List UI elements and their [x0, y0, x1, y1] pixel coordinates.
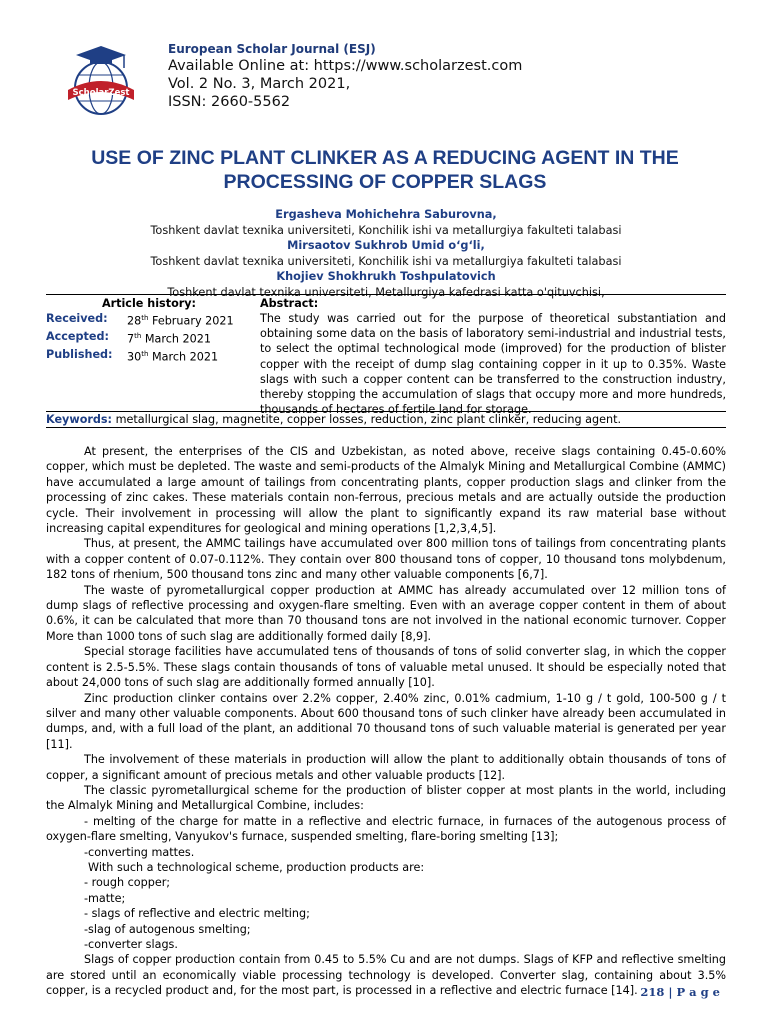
article-history-heading: Article history: [101, 297, 197, 310]
author-name: Ergasheva Mohichehra Saburovna, [275, 208, 497, 221]
body-text [46, 444, 726, 999]
author-name: Khojiev Shokhrukh Toshpulatovich [276, 270, 496, 283]
received-row [46, 311, 252, 329]
keywords-label: Keywords: [46, 413, 113, 426]
body-paragraph: With such a technological scheme, production products are: [88, 860, 425, 874]
body-paragraph: At present, the enterprises of the CIS and Uzbekistan, as noted above, receive slags containing 0.45-0.60% copper, which must be depleted. The waste and semi-products of the Almalyk Mining and Metallurgical Combine (AMMC) have accumulated a large amount of tailings from concentrating plants, copper production slags and clinker from the processing of zinc cakes. These materials contain non-ferrous, precious metals and are actually outside the production cycle. Their involvement in processing will allow the plant to significantly expand its raw material base without increasing capital expenditures for geological and mining operations [1,2,3,4,5]. [46, 445, 726, 536]
published-row [46, 347, 252, 365]
body-list-item: -converting mattes. [84, 845, 195, 859]
author-affiliation: Toshkent davlat texnika universiteti, Konchilik ishi va metallurgiya fakulteti talabasi [150, 223, 622, 237]
accepted-row [46, 329, 252, 347]
available-online: Available Online at: https://www.scholarzest.com [168, 58, 523, 74]
paper-title: USE OF ZINC PLANT CLINKER AS A REDUCING AGENT IN THE PROCESSING OF COPPER SLAGS [91, 147, 679, 193]
abstract-heading: Abstract: [260, 297, 319, 310]
body-list-item: -matte; [84, 891, 126, 905]
body-paragraph: Thus, at present, the AMMC tailings have accumulated over 800 million tons of tailings from concentrating plants with a copper content of 0.07-0.112%. They contain over 800 thousand tons of copper, 10 thousand tons molybdenum, 182 tons of rhenium, 500 thousand tons zinc and many other valuable components [6,7]. [46, 537, 726, 582]
keywords [46, 413, 726, 427]
received-date: 28th February 2021 [127, 314, 234, 328]
abstract [260, 296, 726, 417]
body-list-item: -converter slags. [84, 938, 178, 951]
published-label: Published: [46, 348, 113, 362]
keywords-rule [46, 411, 726, 412]
body-paragraph: Zinc production clinker contains over 2.2% copper, 2.40% zinc, 0.01% cadmium, 1-10 g / t gold, 100-500 g / t silver and many other valuable components. About 600 thousand tons of such clinker have already been accumulated in dumps, and, with a full load of the plant, an additional 70 thousand tons of such valuable material is generated per year [11]. [46, 691, 726, 751]
body-paragraph: The involvement of these materials in production will allow the plant to additionally obtain thousands of tons of copper, a significant amount of precious metals and other valuable products [12]. [46, 753, 726, 782]
article-history [46, 296, 252, 365]
logo-text: ScholarZest [72, 88, 130, 98]
issn-line: ISSN: 2660-5562 [168, 94, 291, 110]
abstract-text: The study was carried out for the purpose of theoretical substantiation and obtaining some data on the basis of laboratory semi-industrial and industrial tests, to select the optimal technological mode (improved) for the production of blister copper with the receipt of dump slag containing copper in it up to 0.35%. Waste slags with such a copper content can be transferred to the construction industry, thereby stopping the accumulation of slags that occupy more and more hundreds, thousands of hectares of fertile land for storage. [260, 312, 726, 417]
body-paragraph: The waste of pyrometallurgical copper production at AMMC has already accumulated over 12 million tons of dump slags of reflective processing and oxygen-flare smelting. Even with an average copper content in them of about 0.6%, it can be calculated that more than 70 thousand tons are not involved in the national economic turnover. Copper More than 1000 tons of such slag are additionally formed daily [8,9]. [46, 583, 726, 643]
keywords-text: metallurgical slag, magnetite, copper losses, reduction, zinc plant clinker, reducing agent. [112, 413, 622, 426]
volume-line: Vol. 2 No. 3, March 2021, [168, 76, 351, 92]
scholarzest-logo [60, 42, 142, 120]
body-paragraph: Special storage facilities have accumulated tens of thousands of tons of solid converter slag, in which the copper content is 2.5-5.5%. These slags contain thousands of tons of valuable metal unused. It should be especially noted that about 24,000 tons of such slag are additionally formed annually [10]. [46, 645, 726, 690]
accepted-date: 7th March 2021 [127, 332, 211, 346]
author-name: Mirsaotov Sukhrob Umid o‘g‘li, [287, 239, 485, 252]
body-list-item: - rough copper; [84, 876, 171, 890]
author-affiliation: Toshkent davlat texnika universiteti, Metallurgiya kafedrasi katta o'qituvchisi, [167, 285, 605, 299]
page-number: 218 | P a g e [640, 985, 720, 999]
body-list-item: - slags of reflective and electric melting; [84, 907, 310, 921]
accepted-label: Accepted: [46, 330, 109, 344]
table-bottom-rule [46, 427, 726, 428]
body-paragraph: Slags of copper production contain from 0.45 to 5.5% Cu and are not dumps. Slags of KFP and reflective smelting are stored until an economically viable processing technology is developed. Converter slag, containing about 3.5% copper, is a recycled product and, for the most part, is processed in a reflective and electric furnace [14]. [46, 953, 726, 998]
author-affiliation: Toshkent davlat texnika universiteti, Konchilik ishi va metallurgiya fakulteti talabasi [150, 254, 622, 268]
published-date: 30th March 2021 [127, 350, 219, 364]
body-list-item: - melting of the charge for matte in a reflective and electric furnace, in furnaces of the autogenous process of oxygen-flare smelting, Vanyukov's furnace, suspended smelting, flare-boring smelting [13]; [46, 814, 726, 844]
journal-name: European Scholar Journal (ESJ) [168, 42, 376, 56]
body-paragraph: The classic pyrometallurgical scheme for the production of blister copper at most plants in the world, including the Almalyk Mining and Metallurgical Combine, includes: [46, 783, 726, 813]
author-block [46, 207, 726, 300]
body-list-item: -slag of autogenous smelting; [84, 922, 251, 936]
table-top-rule [46, 294, 726, 295]
received-label: Received: [46, 312, 108, 325]
